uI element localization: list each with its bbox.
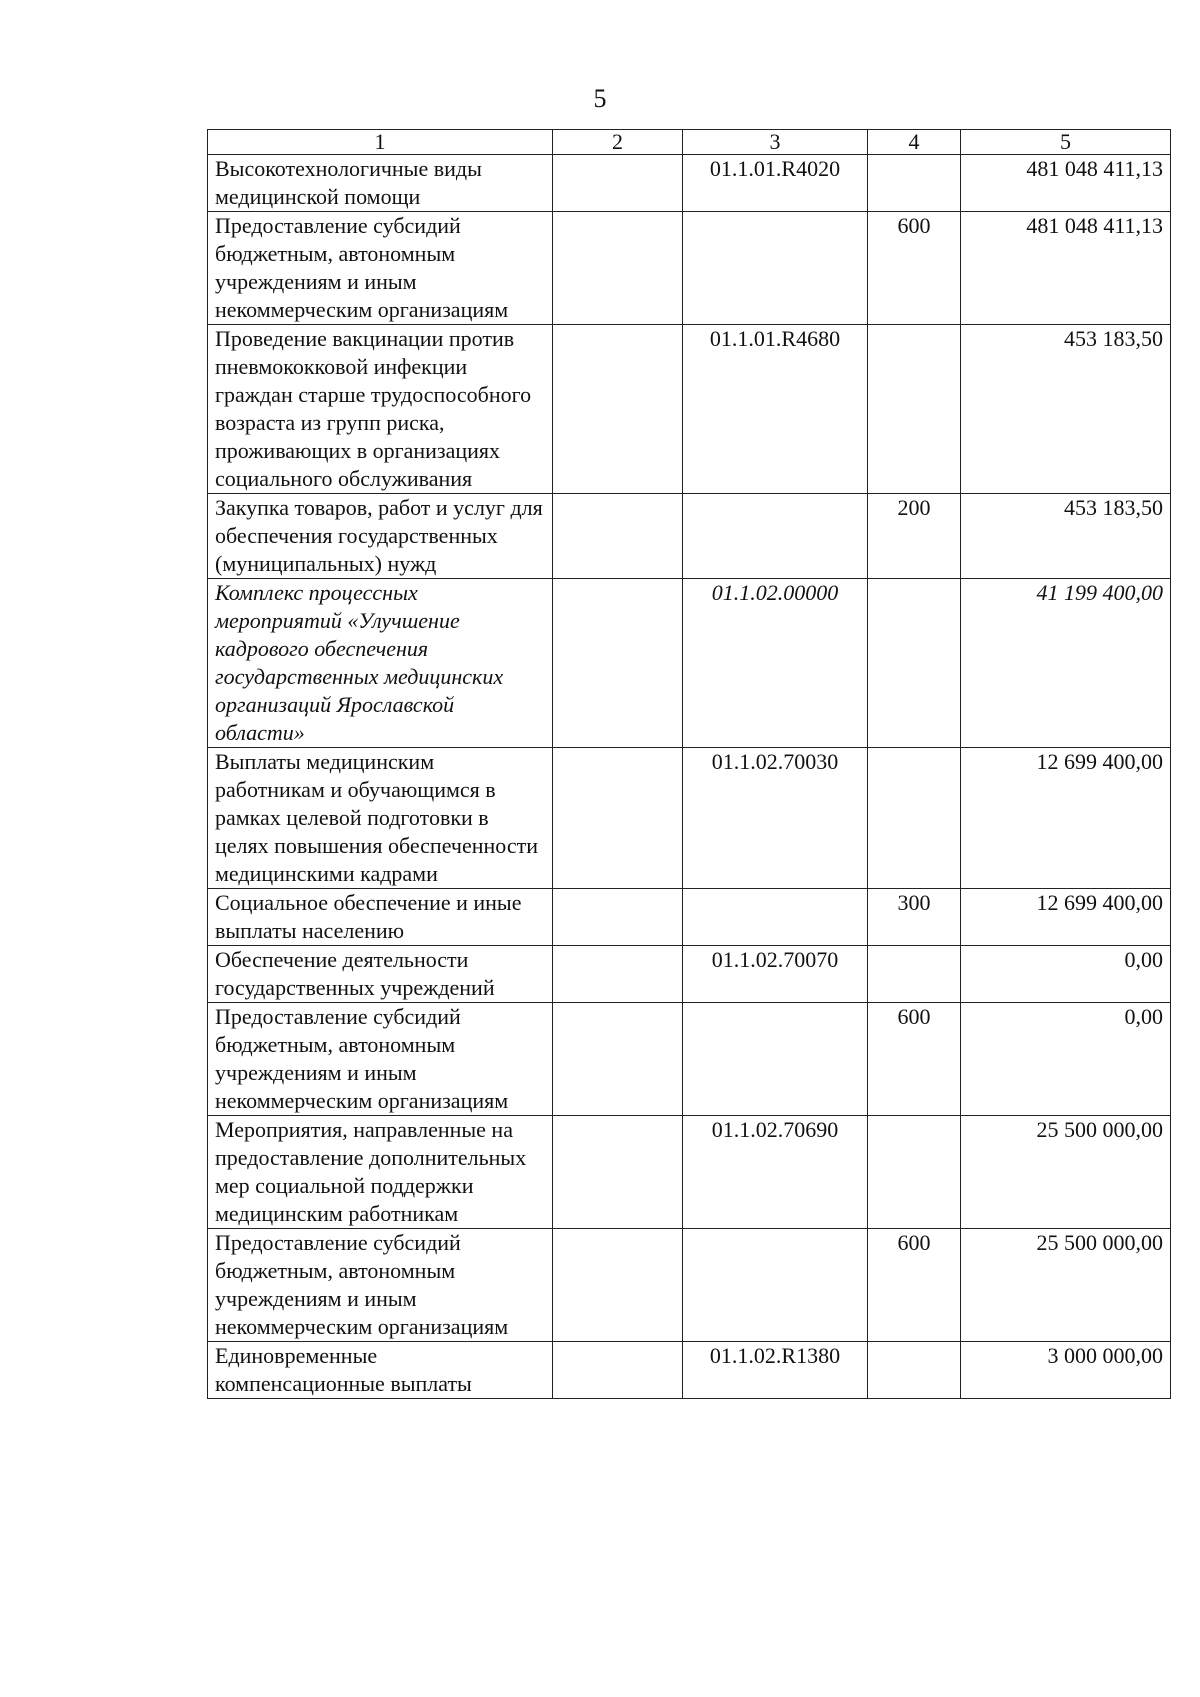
cell-code: 01.1.02.70030 xyxy=(683,748,868,889)
cell-expense-type: 600 xyxy=(868,1003,961,1116)
cell-expense-type xyxy=(868,946,961,1003)
table-row xyxy=(208,748,1171,889)
table-row xyxy=(208,155,1171,212)
cell-amount: 453 183,50 xyxy=(961,494,1171,579)
cell-col2 xyxy=(553,1003,683,1116)
header-col-3: 3 xyxy=(683,130,868,155)
table-row xyxy=(208,325,1171,494)
table-row xyxy=(208,1342,1171,1399)
cell-name: Предоставление субсидий бюджетным, автономным учреждениям и иным некоммерческим организациям xyxy=(208,1229,553,1342)
cell-amount: 481 048 411,13 xyxy=(961,155,1171,212)
cell-amount: 25 500 000,00 xyxy=(961,1229,1171,1342)
table-row xyxy=(208,946,1171,1003)
cell-name: Предоставление субсидий бюджетным, автономным учреждениям и иным некоммерческим организациям xyxy=(208,1003,553,1116)
page-number: 5 xyxy=(593,84,607,113)
cell-col2 xyxy=(553,946,683,1003)
cell-name: Комплекс процессных мероприятий «Улучшение кадрового обеспечения государственных медицинских организаций Ярославской области» xyxy=(208,579,553,748)
cell-expense-type: 600 xyxy=(868,1229,961,1342)
cell-amount: 41 199 400,00 xyxy=(961,579,1171,748)
cell-code xyxy=(683,212,868,325)
cell-name: Социальное обеспечение и иные выплаты населению xyxy=(208,889,553,946)
cell-expense-type xyxy=(868,1342,961,1399)
cell-amount: 0,00 xyxy=(961,1003,1171,1116)
budget-table xyxy=(207,129,1171,1399)
cell-amount: 25 500 000,00 xyxy=(961,1116,1171,1229)
cell-code: 01.1.02.00000 xyxy=(683,579,868,748)
cell-name: Единовременные компенсационные выплаты xyxy=(208,1342,553,1399)
cell-col2 xyxy=(553,1229,683,1342)
cell-expense-type xyxy=(868,748,961,889)
cell-amount: 12 699 400,00 xyxy=(961,889,1171,946)
cell-col2 xyxy=(553,579,683,748)
table-row xyxy=(208,1229,1171,1342)
cell-col2 xyxy=(553,325,683,494)
cell-amount: 0,00 xyxy=(961,946,1171,1003)
cell-code xyxy=(683,889,868,946)
cell-amount: 453 183,50 xyxy=(961,325,1171,494)
cell-col2 xyxy=(553,494,683,579)
table-row xyxy=(208,579,1171,748)
cell-code: 01.1.02.70070 xyxy=(683,946,868,1003)
header-col-4: 4 xyxy=(868,130,961,155)
cell-col2 xyxy=(553,1116,683,1229)
header-col-1: 1 xyxy=(208,130,553,155)
table-row xyxy=(208,212,1171,325)
cell-name: Высокотехнологичные виды медицинской помощи xyxy=(208,155,553,212)
cell-col2 xyxy=(553,155,683,212)
cell-expense-type: 600 xyxy=(868,212,961,325)
cell-col2 xyxy=(553,1342,683,1399)
cell-name: Мероприятия, направленные на предоставление дополнительных мер социальной поддержки медицинским работникам xyxy=(208,1116,553,1229)
cell-expense-type xyxy=(868,325,961,494)
cell-amount: 481 048 411,13 xyxy=(961,212,1171,325)
cell-name: Предоставление субсидий бюджетным, автономным учреждениям и иным некоммерческим организациям xyxy=(208,212,553,325)
cell-code: 01.1.02.70690 xyxy=(683,1116,868,1229)
cell-expense-type: 200 xyxy=(868,494,961,579)
cell-col2 xyxy=(553,748,683,889)
cell-name: Закупка товаров, работ и услуг для обеспечения государственных (муниципальных) нужд xyxy=(208,494,553,579)
cell-code: 01.1.01.R4680 xyxy=(683,325,868,494)
cell-expense-type xyxy=(868,1116,961,1229)
cell-name: Обеспечение деятельности государственных учреждений xyxy=(208,946,553,1003)
cell-amount: 12 699 400,00 xyxy=(961,748,1171,889)
table-row xyxy=(208,494,1171,579)
cell-col2 xyxy=(553,889,683,946)
header-col-5: 5 xyxy=(961,130,1171,155)
table-header xyxy=(208,130,1171,155)
table-row xyxy=(208,1116,1171,1229)
cell-code xyxy=(683,494,868,579)
table-row xyxy=(208,889,1171,946)
table-body xyxy=(208,155,1171,1399)
cell-code xyxy=(683,1229,868,1342)
cell-col2 xyxy=(553,212,683,325)
cell-amount: 3 000 000,00 xyxy=(961,1342,1171,1399)
cell-expense-type xyxy=(868,155,961,212)
cell-name: Выплаты медицинским работникам и обучающимся в рамках целевой подготовки в целях повышения обеспеченности медицинскими кадрами xyxy=(208,748,553,889)
cell-code: 01.1.02.R1380 xyxy=(683,1342,868,1399)
header-col-2: 2 xyxy=(553,130,683,155)
cell-expense-type: 300 xyxy=(868,889,961,946)
cell-code xyxy=(683,1003,868,1116)
cell-expense-type xyxy=(868,579,961,748)
cell-name: Проведение вакцинации против пневмококковой инфекции граждан старше трудоспособного возраста из групп риска, проживающих в организациях социального обслуживания xyxy=(208,325,553,494)
table-row xyxy=(208,1003,1171,1116)
cell-code: 01.1.01.R4020 xyxy=(683,155,868,212)
